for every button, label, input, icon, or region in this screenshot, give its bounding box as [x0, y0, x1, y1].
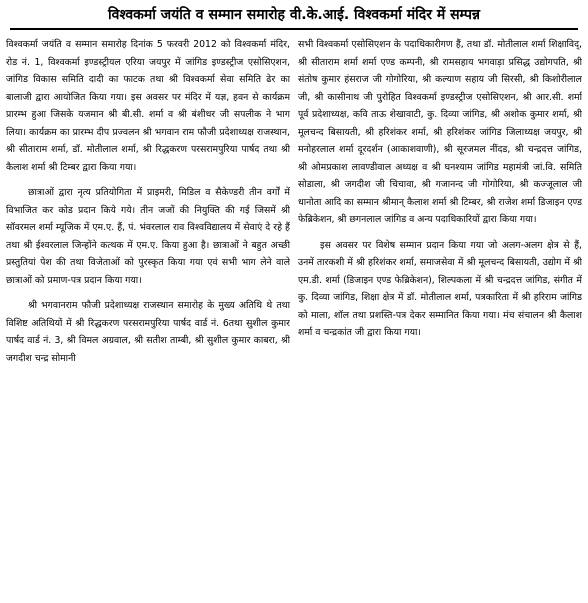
right-paragraph-1: सभी विश्वकर्मा एसोसिएशन के पदाधिकारीगण हैं, तथा डॉ. मोतीलाल शर्मा शिक्षाविद्, श्री सीताराम शर्मा शर्मा एण्ड कम्पनी, श्री रामसहाय भगवाड़ा प्रसिद्ध उद्योगपति, श्री संतोष कुमार हंसराज जी गोगोरिया, श्री कल्याण सहाय जी सिरसी, श्री किशोरीलाल जी, श्री कासीनाथ जी पुरोहित विश्वकर्मा इण्डस्ट्रीज एसोसिएशन, श्री आर.सी. शर्मा पूर्व प्रदेशाध्यक्ष, कवि ताऊ शेखावाटी, कु. दिव्या जांगिड, श्री अशोक कुमार शर्मा, श्री मूलचन्द बिसायती, श्री हरिशंकर शर्मा, श्री हरिशंकर जांगिड जिलाध्यक्ष जयपुर, श्री मनोहरलाल शर्मा दूरदर्शन (आकाशवाणी), श्री सूरजमल नींदड, श्री चन्द्रदत्त जांगिड, श्री ओमप्रकाश लावण्डीवाल अध्यक्ष व श्री घनश्याम जांगिड महामंत्री जां.वि. समिति सोडाला, श्री जगदीश जी चिचावा, श्री गजानन्द जी गोगोरिया, श्री कज्जूलाल जी धानोता आदि का सम्मान श्रीमान् कैलाश शर्मा श्री टिम्बर, श्री राजेश शर्मा डिजाइन एण्ड फेब्रिकेशन, श्री छगनलाल जांगिड व अन्य पदाधिकारियों द्वारा किया गया। — [298, 39, 582, 225]
left-paragraph-3: श्री भगवानराम फौजी प्रदेशाध्यक्ष राजस्थान समारोह के मुख्य अतिथि थे तथा विशिष्ट अतिथियों में श्री रिद्धकरण परसरामपुरिया पार्षद वार्ड नं. 6तथा सुशील कुमार पार्षद वार्ड नं. 3, श्री विमल अग्रवाल, श्री सतीश ताम्बी, श्री सुशील कुमार काबरा, श्री जगदीश चन्द्र सोमानी — [6, 300, 290, 364]
article-body — [6, 36, 582, 596]
headline-underline — [10, 28, 578, 30]
article-headline: विश्वकर्मा जयंति व सम्मान समारोह वी.के.आई. विश्वकर्मा मंदिर में सम्पन्न — [108, 7, 480, 23]
right-column — [298, 36, 582, 596]
left-column — [6, 36, 290, 596]
right-paragraph-2: इस अवसर पर विशेष सम्मान प्रदान किया गया जो अलग-अलग क्षेत्र से हैं, उनमें तारकशी में श्री हरिशंकर शर्मा, समाजसेवा में श्री मूलचन्द बिसायती, उद्योग में श्री एम.डी. शर्मा (डिजाइन एण्ड फेब्रिकेशन), शिल्पकला में श्री चन्द्रदत्त जांगिड, संगीत में कु. दिव्या जांगिड, शिक्षा क्षेत्र में डॉ. मोतीलाल शर्मा, पत्रकारिता में श्री हरिराम जांगिड को माला, शॉल तथा प्रशस्ति-पत्र देकर सम्मानित किया गया। मंच संचालन श्री कैलाश शर्मा व चन्द्रकांत जी द्वारा किया गया। — [298, 239, 582, 338]
left-paragraph-1: विश्वकर्मा जयंति व सम्मान समारोह दिनांक 5 फरवरी 2012 को विश्वकर्मा मंदिर, रोड नं. 1, विश्वकर्मा इण्डस्ट्रीयल एरिया जयपुर में जांगिड इण्डस्ट्रीज एसोसिएशन, जांगिड विकास समिति दादी का फाटक तथा श्री विश्वकर्मा सेवा समिति ढेर का बालाजी द्वारा आयोजित किया गया। इस अवसर पर मंदिर में यज्ञ, हवन से कार्यक्रम प्रारम्भ हुआ जिसके यजमान श्री बी.सी. शर्मा व श्री बंशीधर जी सपलीक ने भाग लिया। कार्यक्रम का प्रारम्भ दीप प्रज्वलन श्री भगवान राम फौजी प्रदेशाध्यक्ष राजस्थान, श्री सीताराम शर्मा, डॉ. मोतीलाल शर्मा, श्री रिद्धकरण परसरामपुरिया पार्षद तथा श्री कैलाश शर्मा श्री टिम्बर द्वारा किया गया। — [6, 39, 290, 173]
left-paragraph-2: छात्राओं द्वारा नृत्य प्रतियोगिता में प्राइमरी, मिडिल व सैकेण्डरी तीन वर्गों में विभाजित कर कोड प्रदान किये गये। तीन जजों की नियुक्ति की गई जिसमें श्री सॉवरमल शर्मा म्यूजिक में एम.ए. हैं, पं. भंवरलाल राव विश्वविद्यालय में सेवाएं दे रहे हैं तथा श्री ईश्वरलाल जिन्होंने कत्थक में एम.ए. किया हुआ है। छात्राओं ने बहुत अच्छी प्रस्तुतियां पेश की तथा विजेताओं को पुरस्कृत किया गया एवं सभी भाग लेने वाले छात्राओं को प्रमाण-पत्र प्रदान किया गया। — [6, 187, 290, 286]
